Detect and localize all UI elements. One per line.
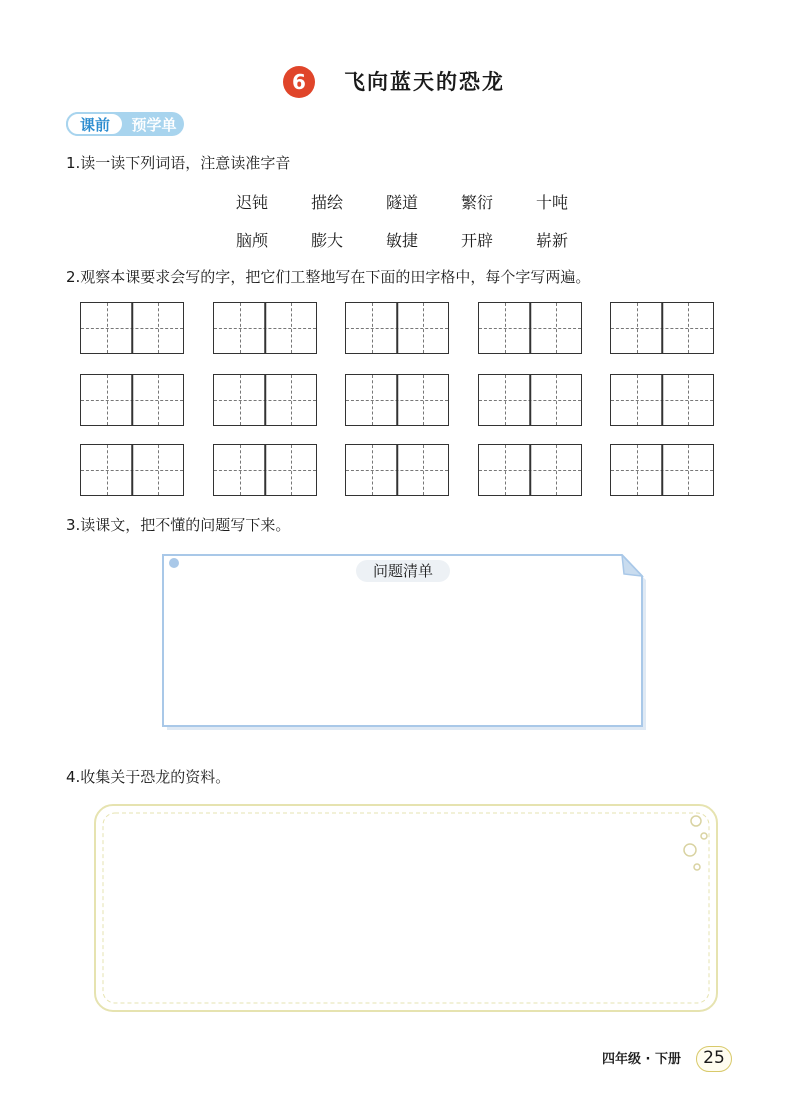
writing-cell-pair[interactable] bbox=[478, 302, 582, 354]
question-2: 2.观察本课要求会写的字，把它们工整地写在下面的田字格中，每个字写两遍。 bbox=[66, 268, 591, 286]
vocab-word: 开辟 bbox=[461, 231, 494, 250]
writing-cell-pair[interactable] bbox=[213, 444, 317, 496]
vocab-row-1 bbox=[236, 190, 611, 213]
section-badge-part1: 课前 bbox=[66, 112, 124, 136]
question-list-label: 问题清单 bbox=[356, 560, 450, 582]
vocab-word: 隧道 bbox=[386, 193, 419, 212]
writing-cell-pair[interactable] bbox=[345, 374, 449, 426]
section-badge-part2: 预学单 bbox=[131, 115, 177, 134]
vocab-word: 崭新 bbox=[536, 231, 569, 250]
grade-label: 四年级 · 下册 bbox=[602, 1052, 681, 1067]
bubble-icon bbox=[691, 816, 701, 826]
pin-dot-icon bbox=[169, 558, 179, 568]
writing-cell-pair[interactable] bbox=[610, 302, 714, 354]
question-4: 4.收集关于恐龙的资料。 bbox=[66, 768, 231, 786]
bubble-icon bbox=[701, 833, 707, 839]
bubble-icon bbox=[694, 864, 700, 870]
vocab-word: 十吨 bbox=[536, 193, 569, 212]
vocab-word: 繁衍 bbox=[461, 193, 494, 212]
writing-cell-pair[interactable] bbox=[345, 444, 449, 496]
writing-cell-pair[interactable] bbox=[478, 374, 582, 426]
lesson-number-badge: 6 bbox=[283, 66, 315, 98]
writing-cell-pair[interactable] bbox=[610, 444, 714, 496]
vocab-row-2 bbox=[236, 228, 611, 251]
vocab-word: 敏捷 bbox=[386, 231, 419, 250]
question-3: 3.读课文，把不懂的问题写下来。 bbox=[66, 516, 291, 534]
writing-cell-pair[interactable] bbox=[610, 374, 714, 426]
question-1: 1.读一读下列词语，注意读准字音 bbox=[66, 154, 291, 172]
collection-box[interactable] bbox=[94, 804, 718, 1012]
section-badge bbox=[66, 112, 184, 136]
bubble-icon bbox=[684, 844, 696, 856]
writing-cell-pair[interactable] bbox=[345, 302, 449, 354]
writing-cell-pair[interactable] bbox=[80, 302, 184, 354]
vocab-word: 迟钝 bbox=[236, 193, 269, 212]
writing-cell-pair[interactable] bbox=[80, 374, 184, 426]
page-number: 25 bbox=[696, 1046, 732, 1072]
vocab-word: 膨大 bbox=[311, 231, 344, 250]
writing-cell-pair[interactable] bbox=[80, 444, 184, 496]
vocab-word: 描绘 bbox=[311, 193, 344, 212]
writing-cell-pair[interactable] bbox=[478, 444, 582, 496]
writing-grid[interactable] bbox=[80, 302, 714, 498]
writing-cell-pair[interactable] bbox=[213, 374, 317, 426]
writing-cell-pair[interactable] bbox=[213, 302, 317, 354]
vocab-word: 脑颅 bbox=[236, 231, 269, 250]
lesson-title: 飞向蓝天的恐龙 bbox=[344, 70, 505, 94]
